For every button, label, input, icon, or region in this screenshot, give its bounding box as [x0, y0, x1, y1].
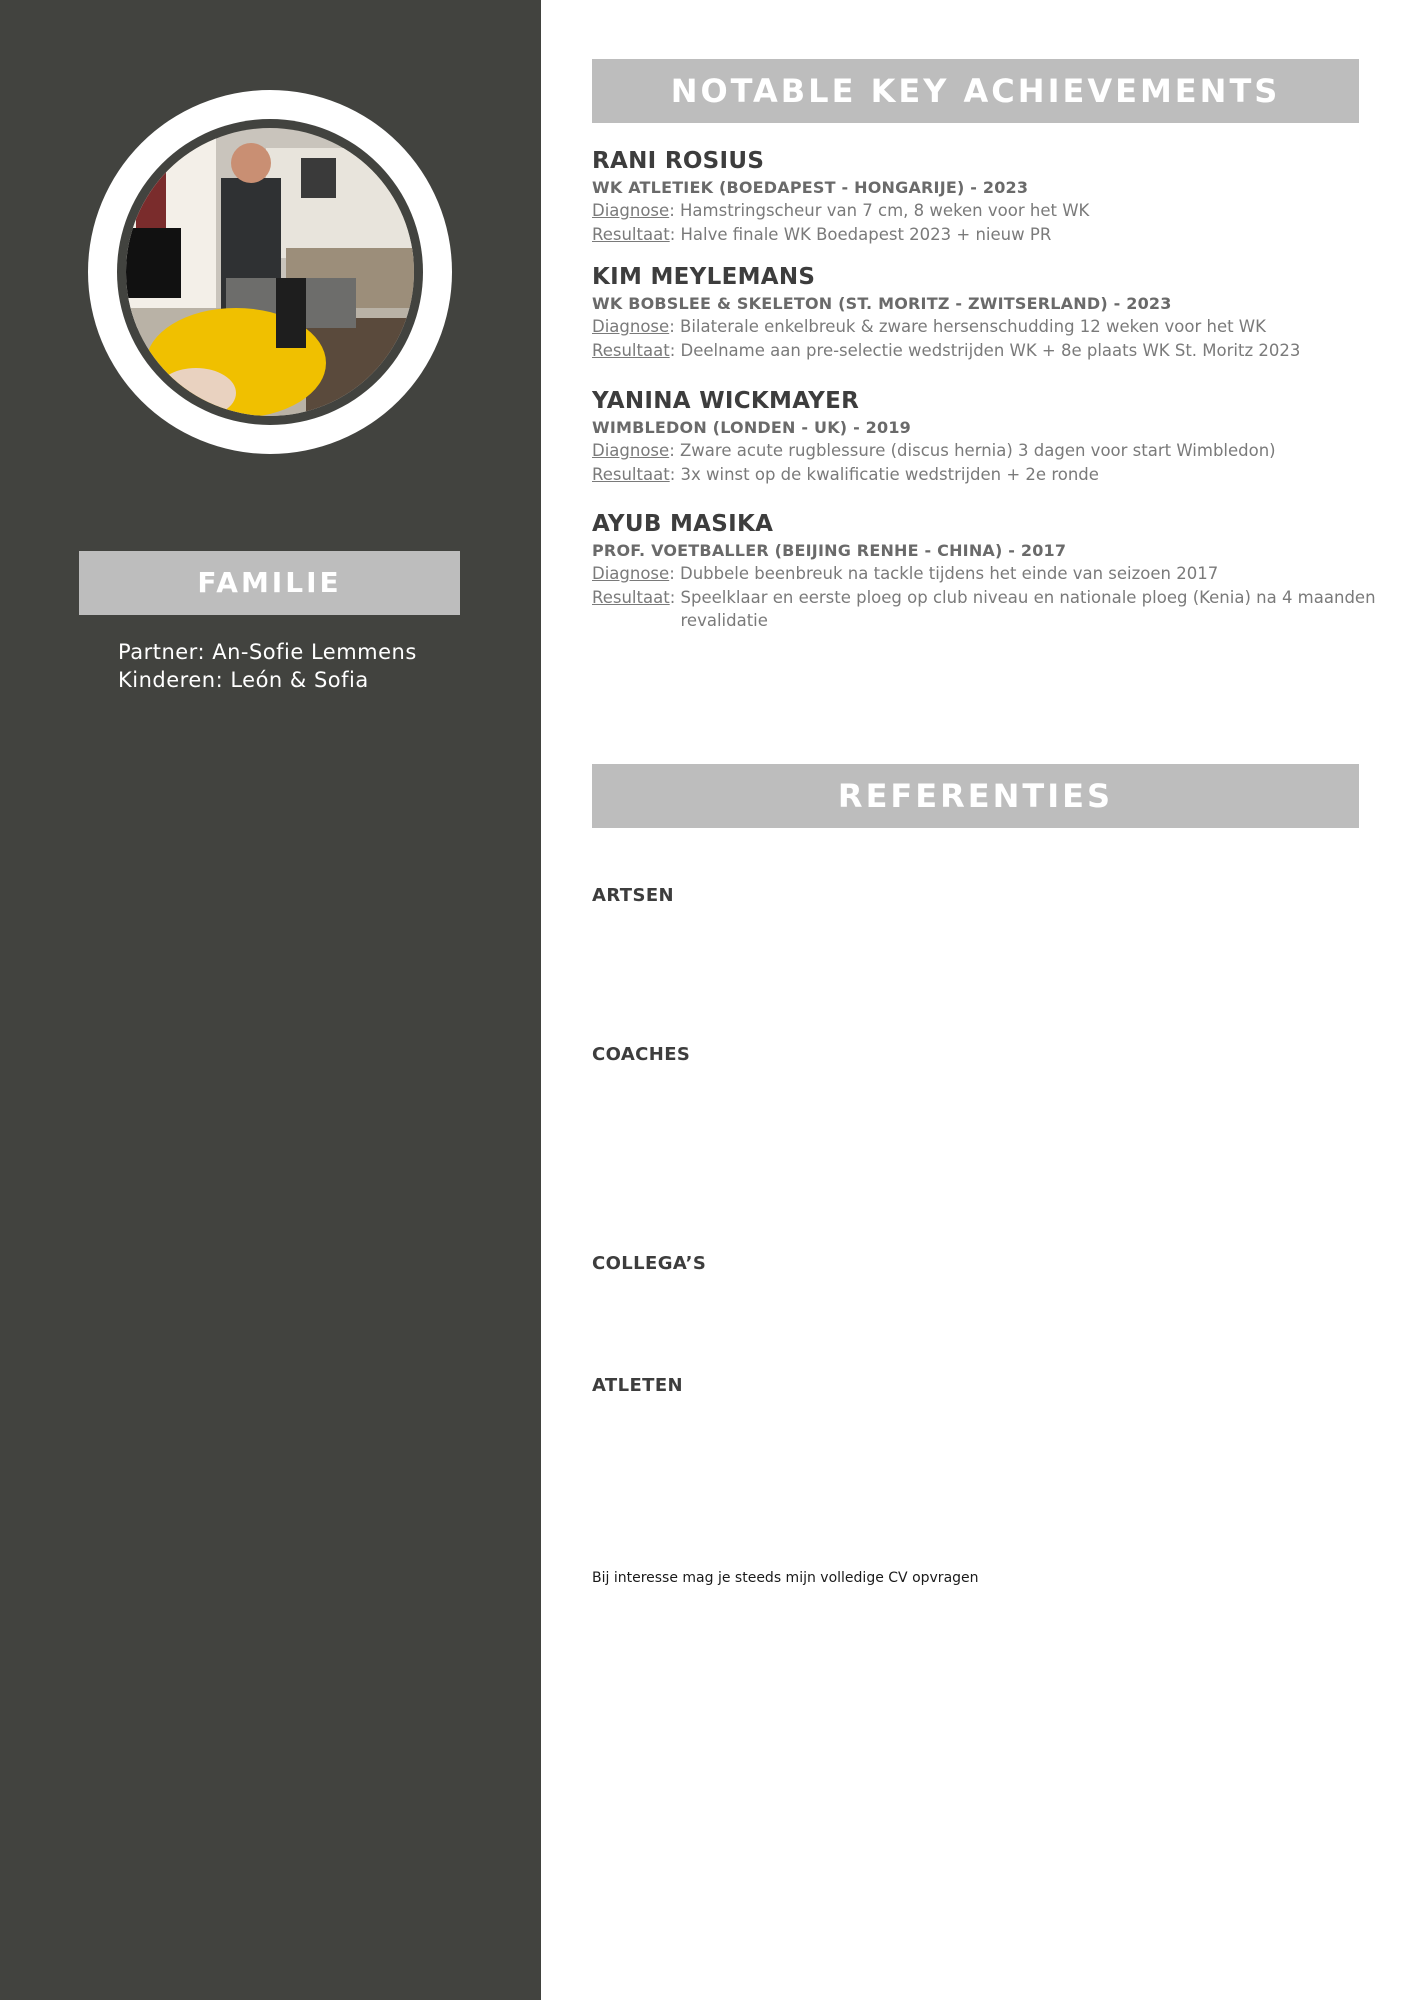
ref-category-atleten: ATLETEN — [592, 1375, 684, 1396]
resultaat-value: Speelklaar en eerste ploeg op club niveau en nationale ploeg (Kenia) na 4 maanden revalidatie — [680, 587, 1376, 630]
photo-frame — [88, 90, 452, 454]
resultaat-line: Resultaat : Halve finale WK Boedapest 2023 + nieuw PR — [592, 223, 1382, 247]
athlete-name: RANI ROSIUS — [592, 148, 765, 174]
achievements-heading: NOTABLE KEY ACHIEVEMENTS — [592, 59, 1359, 123]
diagnose-value: Bilaterale enkelbreuk & zware hersenschudding 12 weken voor het WK — [680, 317, 1266, 336]
ref-category-artsen: ARTSEN — [592, 885, 674, 906]
athlete-name: AYUB MASIKA — [592, 511, 774, 537]
resultaat-label: Resultaat — [592, 224, 670, 244]
diagnose-value: Dubbele beenbreuk na tackle tijdens het einde van seizoen 2017 — [680, 564, 1219, 583]
diagnose-value: Zware acute rugblessure (discus hernia) 3 dagen voor start Wimbledon) — [680, 441, 1276, 460]
profile-photo — [126, 128, 414, 416]
athlete-name: YANINA WICKMAYER — [592, 388, 860, 414]
references-heading: REFERENTIES — [592, 764, 1359, 828]
athlete-name: KIM MEYLEMANS — [592, 264, 816, 290]
resultaat-value: Deelname aan pre-selectie wedstrijden WK + 8e plaats WK St. Moritz 2023 — [680, 340, 1301, 360]
achievement-item — [592, 146, 1382, 246]
diagnose-line: Diagnose : Dubbele beenbreuk na tackle tijdens het einde van seizoen 2017 — [592, 562, 1382, 586]
diagnose-label: Diagnose — [592, 317, 670, 336]
diagnose-label: Diagnose — [592, 564, 670, 583]
event-title: WK ATLETIEK (BOEDAPEST - HONGARIJE) - 2023 — [592, 178, 1029, 197]
resultaat-value: Halve finale WK Boedapest 2023 + nieuw PR — [680, 224, 1052, 244]
diagnose-label: Diagnose — [592, 441, 670, 460]
resultaat-line: Resultaat : Speelklaar en eerste ploeg op club niveau en nationale ploeg (Kenia) na 4 maanden revalidatie — [592, 586, 1382, 633]
resultaat-label: Resultaat — [592, 587, 670, 607]
achievement-item — [592, 509, 1382, 633]
sidebar — [0, 0, 541, 2000]
event-title: WK BOBSLEE & SKELETON (ST. MORITZ - ZWITSERLAND) - 2023 — [592, 294, 1172, 313]
family-heading: FAMILIE — [79, 551, 460, 615]
footer-note: Bij interesse mag je steeds mijn volledige CV opvragen — [592, 1570, 979, 1586]
ref-category-coaches: COACHES — [592, 1044, 691, 1065]
resultaat-label: Resultaat — [592, 340, 670, 360]
achievement-item — [592, 386, 1382, 486]
diagnose-value: Hamstringscheur van 7 cm, 8 weken voor het WK — [680, 201, 1090, 220]
family-children: Kinderen: León & Sofia — [118, 668, 369, 692]
family-partner: Partner: An-Sofie Lemmens — [118, 640, 417, 664]
diagnose-line: Diagnose : Bilaterale enkelbreuk & zware hersenschudding 12 weken voor het WK — [592, 315, 1382, 339]
event-title: WIMBLEDON (LONDEN - UK) - 2019 — [592, 418, 912, 437]
resultaat-label: Resultaat — [592, 464, 670, 484]
resultaat-value: 3x winst op de kwalificatie wedstrijden + 2e ronde — [680, 464, 1099, 484]
event-title: PROF. VOETBALLER (BEIJING RENHE - CHINA) - 2017 — [592, 541, 1067, 560]
ref-category-collegas: COLLEGA’S — [592, 1253, 707, 1274]
resultaat-line: Resultaat : Deelname aan pre-selectie wedstrijden WK + 8e plaats WK St. Moritz 2023 — [592, 339, 1382, 363]
diagnose-label: Diagnose — [592, 201, 670, 220]
achievement-item — [592, 262, 1382, 362]
diagnose-line: Diagnose : Hamstringscheur van 7 cm, 8 weken voor het WK — [592, 199, 1382, 223]
resultaat-line: Resultaat : 3x winst op de kwalificatie wedstrijden + 2e ronde — [592, 463, 1382, 487]
diagnose-line: Diagnose : Zware acute rugblessure (discus hernia) 3 dagen voor start Wimbledon) — [592, 439, 1382, 463]
